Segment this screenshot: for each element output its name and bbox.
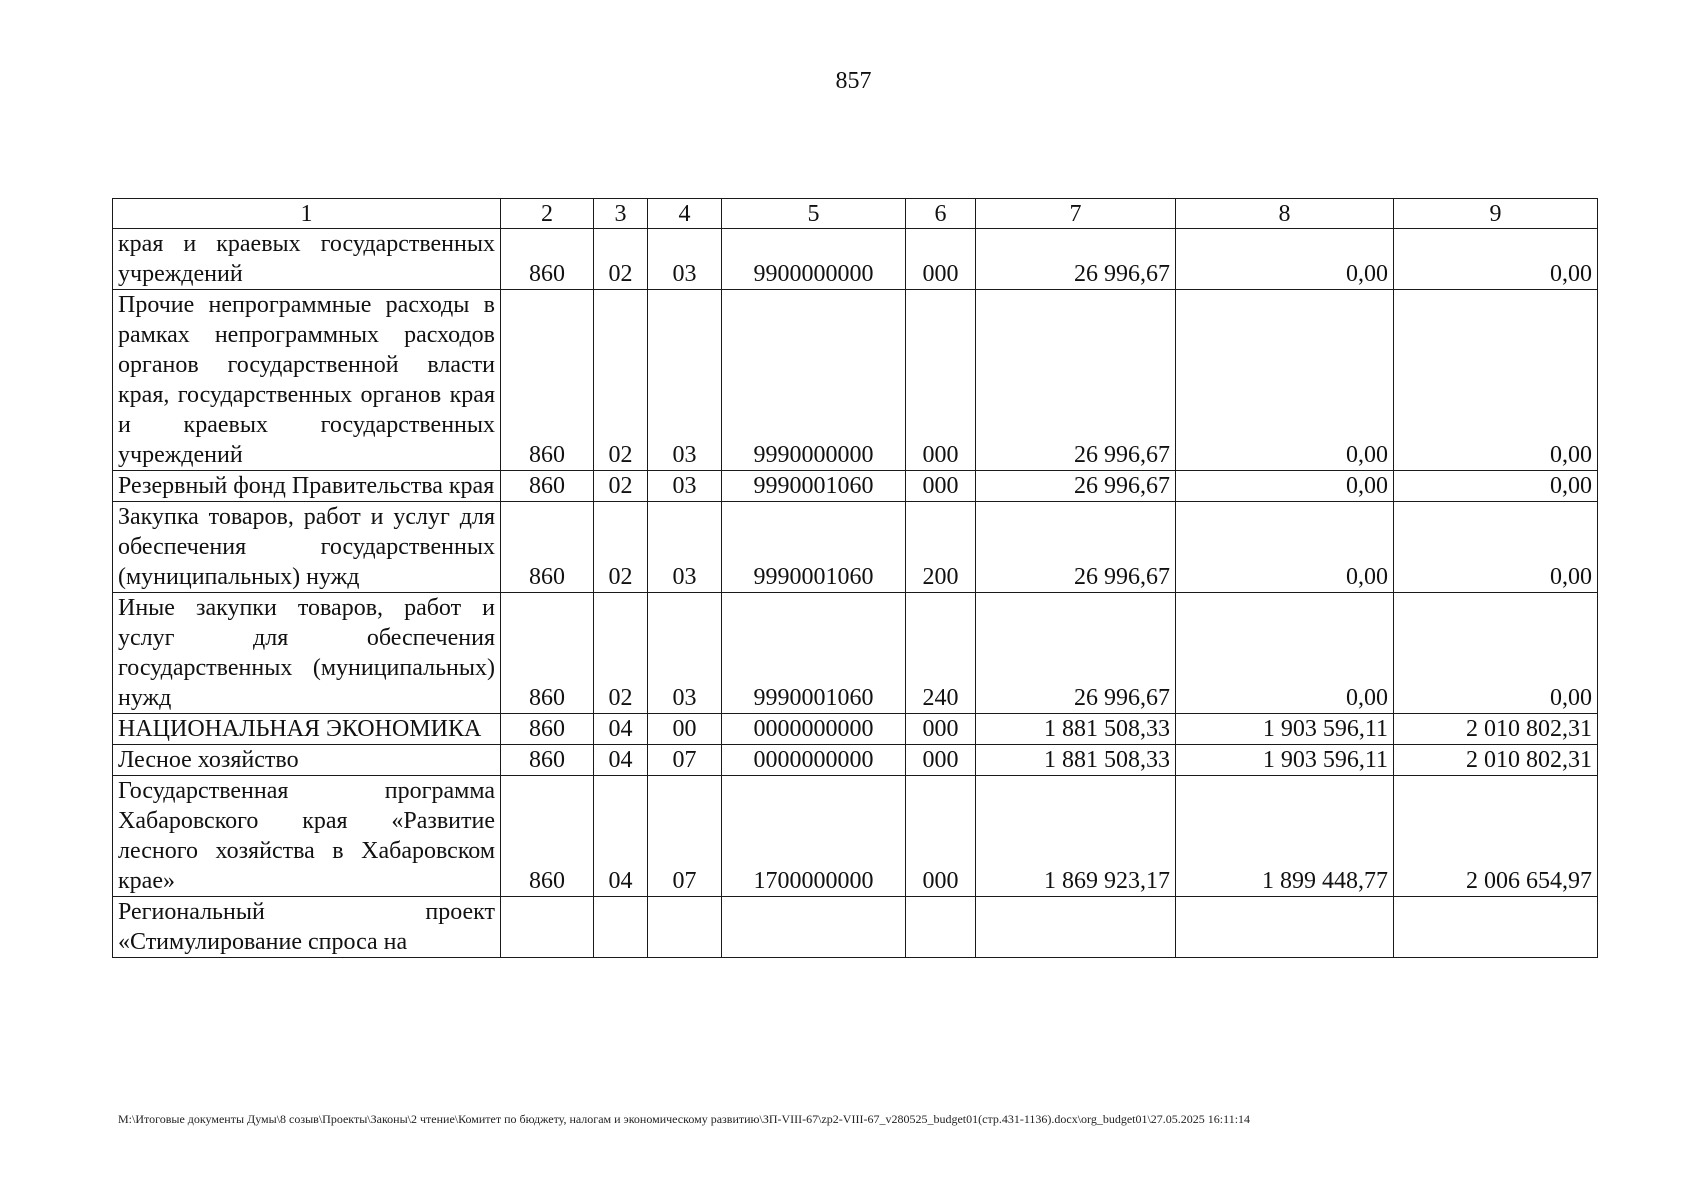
cell-col4 (648, 897, 722, 958)
cell-col6 (906, 897, 976, 958)
cell-col3: 02 (594, 502, 648, 593)
cell-col6: 000 (906, 471, 976, 502)
cell-col9: 0,00 (1394, 502, 1598, 593)
cell-col4: 03 (648, 229, 722, 290)
cell-col7: 26 996,67 (976, 290, 1176, 471)
cell-col9: 0,00 (1394, 229, 1598, 290)
cell-col8: 1 899 448,77 (1176, 776, 1394, 897)
row-name: НАЦИОНАЛЬНАЯ ЭКОНОМИКА (113, 714, 501, 745)
cell-col2: 860 (501, 714, 594, 745)
row-name: Прочие непрограммные расходы в рамках непрограммных расходов органов государственной власти края, государственных органов края и краевых государственных учреждений (113, 290, 501, 471)
cell-col5 (722, 897, 906, 958)
row-name: Закупка товаров, работ и услуг для обеспечения государственных (муниципальных) нужд (113, 502, 501, 593)
cell-col6: 200 (906, 502, 976, 593)
row-name: Иные закупки товаров, работ и услуг для обеспечения государственных (муниципальных) нужд (113, 593, 501, 714)
cell-col5: 0000000000 (722, 714, 906, 745)
cell-col9: 2 010 802,31 (1394, 745, 1598, 776)
cell-col5: 9900000000 (722, 229, 906, 290)
column-header: 2 (501, 199, 594, 229)
table-row (113, 593, 1598, 714)
cell-col3: 04 (594, 776, 648, 897)
cell-col7: 1 881 508,33 (976, 745, 1176, 776)
table-header-row (113, 199, 1598, 229)
table-row (113, 502, 1598, 593)
cell-col9: 0,00 (1394, 593, 1598, 714)
cell-col6: 000 (906, 229, 976, 290)
cell-col9 (1394, 897, 1598, 958)
cell-col2: 860 (501, 290, 594, 471)
cell-col7: 26 996,67 (976, 502, 1176, 593)
cell-col2: 860 (501, 471, 594, 502)
cell-col6: 000 (906, 714, 976, 745)
cell-col5: 9990001060 (722, 471, 906, 502)
cell-col2: 860 (501, 229, 594, 290)
table-row (113, 776, 1598, 897)
cell-col6: 240 (906, 593, 976, 714)
table-row (113, 290, 1598, 471)
cell-col5: 9990001060 (722, 593, 906, 714)
cell-col3: 02 (594, 471, 648, 502)
cell-col6: 000 (906, 776, 976, 897)
column-header: 6 (906, 199, 976, 229)
row-name: края и краевых государственных учреждений (113, 229, 501, 290)
page-number: 857 (835, 68, 872, 94)
cell-col4: 07 (648, 745, 722, 776)
column-header: 1 (113, 199, 501, 229)
column-header: 8 (1176, 199, 1394, 229)
cell-col7 (976, 897, 1176, 958)
cell-col4: 03 (648, 471, 722, 502)
cell-col7: 26 996,67 (976, 593, 1176, 714)
column-header: 7 (976, 199, 1176, 229)
cell-col3: 02 (594, 290, 648, 471)
cell-col9: 2 010 802,31 (1394, 714, 1598, 745)
cell-col4: 03 (648, 593, 722, 714)
cell-col9: 2 006 654,97 (1394, 776, 1598, 897)
cell-col4: 03 (648, 290, 722, 471)
cell-col7: 1 881 508,33 (976, 714, 1176, 745)
cell-col9: 0,00 (1394, 471, 1598, 502)
cell-col3: 04 (594, 714, 648, 745)
row-name: Резервный фонд Правительства края (113, 471, 501, 502)
cell-col3: 02 (594, 229, 648, 290)
cell-col5: 0000000000 (722, 745, 906, 776)
row-name: Лесное хозяйство (113, 745, 501, 776)
row-name: Региональный проект «Стимулирование спроса на (113, 897, 501, 958)
cell-col2: 860 (501, 776, 594, 897)
table-row (113, 471, 1598, 502)
cell-col8 (1176, 897, 1394, 958)
column-header: 4 (648, 199, 722, 229)
cell-col3: 02 (594, 593, 648, 714)
cell-col7: 26 996,67 (976, 229, 1176, 290)
table-row (113, 229, 1598, 290)
cell-col5: 9990001060 (722, 502, 906, 593)
footer-file-path: M:\Итоговые документы Думы\8 созыв\Проекты\Законы\2 чтение\Комитет по бюджету, налогам и экономическому развитию\ЗП-VIII-67\zp2-VIII-67_v280525_budget01(стр.431-1136).docx\org_budget01\27.05.2025 16:11:14 (118, 1112, 1251, 1126)
cell-col4: 07 (648, 776, 722, 897)
cell-col8: 0,00 (1176, 502, 1394, 593)
cell-col6: 000 (906, 290, 976, 471)
cell-col7: 1 869 923,17 (976, 776, 1176, 897)
row-name: Государственная программа Хабаровского края «Развитие лесного хозяйства в Хабаровском крае» (113, 776, 501, 897)
cell-col2 (501, 897, 594, 958)
table-row (113, 897, 1598, 958)
column-header: 3 (594, 199, 648, 229)
cell-col2: 860 (501, 745, 594, 776)
cell-col8: 1 903 596,11 (1176, 745, 1394, 776)
table-row (113, 714, 1598, 745)
cell-col8: 0,00 (1176, 593, 1394, 714)
cell-col5: 9990000000 (722, 290, 906, 471)
cell-col3: 04 (594, 745, 648, 776)
cell-col8: 0,00 (1176, 290, 1394, 471)
cell-col5: 1700000000 (722, 776, 906, 897)
cell-col2: 860 (501, 593, 594, 714)
cell-col4: 00 (648, 714, 722, 745)
cell-col8: 1 903 596,11 (1176, 714, 1394, 745)
cell-col3 (594, 897, 648, 958)
cell-col8: 0,00 (1176, 229, 1394, 290)
cell-col9: 0,00 (1394, 290, 1598, 471)
cell-col7: 26 996,67 (976, 471, 1176, 502)
budget-table (112, 198, 1598, 958)
column-header: 9 (1394, 199, 1598, 229)
cell-col8: 0,00 (1176, 471, 1394, 502)
cell-col4: 03 (648, 502, 722, 593)
column-header: 5 (722, 199, 906, 229)
table-row (113, 745, 1598, 776)
cell-col6: 000 (906, 745, 976, 776)
cell-col2: 860 (501, 502, 594, 593)
